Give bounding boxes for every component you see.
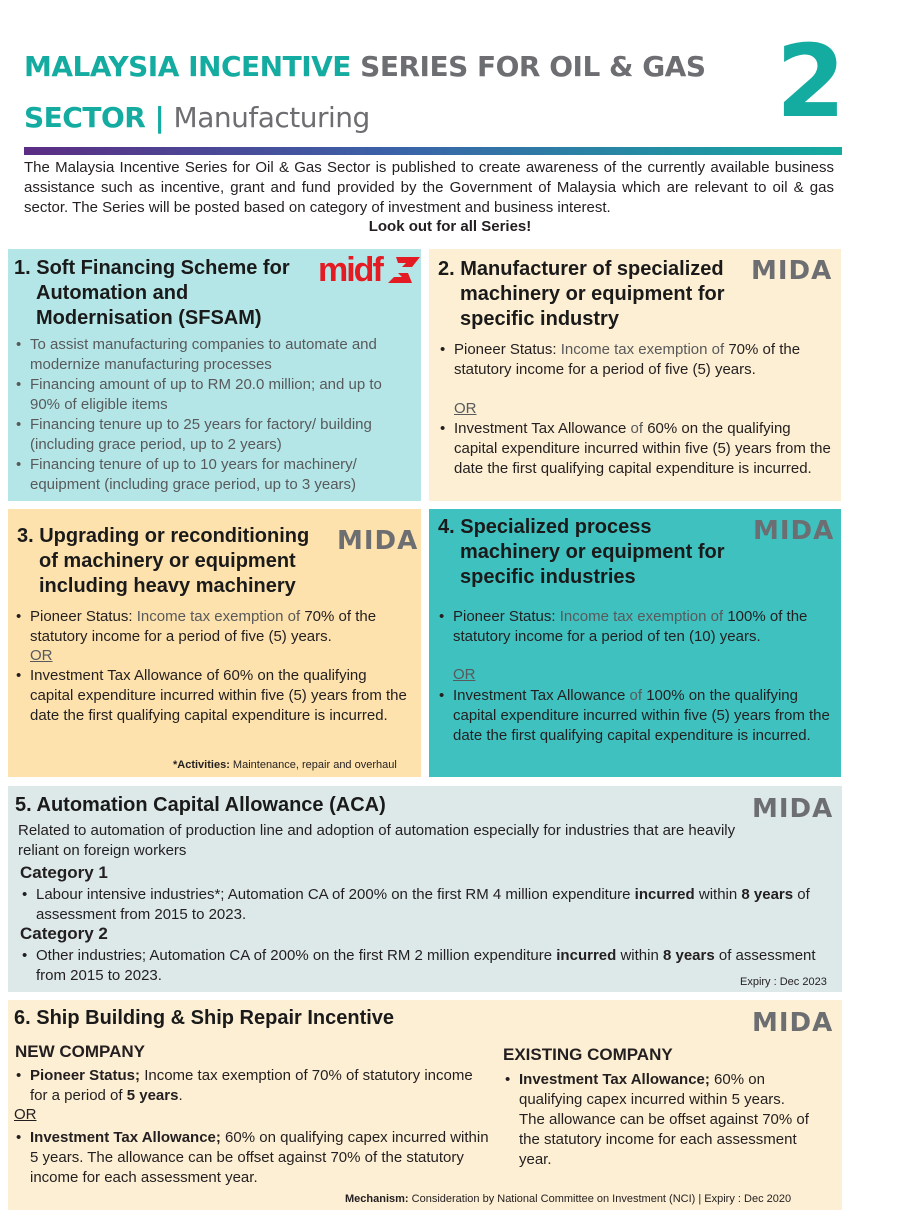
box1-bullets <box>14 335 409 495</box>
title-teal-part: MALAYSIA INCENTIVE <box>24 50 361 83</box>
midf-logo-text: midf <box>318 251 382 289</box>
text: 8 years <box>662 947 715 964</box>
box3-title-l2: of machinery or equipment <box>39 550 296 572</box>
text: of the statutory income for a period of ten (10) years. <box>453 608 808 645</box>
text: Income tax exemption of <box>559 608 728 625</box>
text: of the statutory income for a period of five (5) years. <box>454 341 801 378</box>
box2-title-l1: 2. Manufacturer of specialized <box>438 258 724 280</box>
category-1-heading: Category 1 <box>20 863 108 882</box>
mida-logo <box>337 528 421 554</box>
box1-title <box>14 256 290 331</box>
box2-bullets <box>438 340 833 380</box>
box1-title-l2: Automation and <box>36 282 189 304</box>
mida-logo <box>752 796 836 822</box>
box5-title: 5. Automation Capital Allowance (ACA) <box>15 794 386 816</box>
mida-logo <box>751 258 835 284</box>
text: 100% <box>727 608 766 625</box>
mida-logo-text: MIDA <box>753 516 835 546</box>
ita-label: Investment Tax Allowance <box>454 420 627 437</box>
box4-bullets-2 <box>437 686 832 746</box>
pioneer-label: Pioneer Status; <box>30 1067 141 1084</box>
mida-logo <box>753 518 837 544</box>
list-item <box>14 607 414 647</box>
page-title-line2 <box>24 101 370 134</box>
box3-title-l1: 3. Upgrading or reconditioning <box>17 525 310 547</box>
text: 70% of the statutory income for a period of five (5) years. <box>30 608 377 645</box>
ita-label: Investment Tax Allowance; <box>519 1071 710 1088</box>
list-item <box>437 607 832 647</box>
mida-logo-text: MIDA <box>751 256 833 286</box>
list-item <box>438 419 833 479</box>
mida-logo-text: MIDA <box>752 794 834 824</box>
category-2-bullets <box>20 946 820 986</box>
list-item <box>438 340 833 380</box>
new-company-bullets-2 <box>14 1128 492 1188</box>
ita-label: Investment Tax Allowance <box>453 687 626 704</box>
text: 60% on qualifying capex incurred within 5 years. The allowance can be offset against 70% of the statutory income for each assessment year. <box>30 1129 489 1186</box>
text: within <box>694 886 742 903</box>
pioneer-label: Pioneer Status: <box>30 608 137 625</box>
list-item <box>503 1070 813 1170</box>
existing-company-heading: EXISTING COMPANY <box>503 1045 673 1064</box>
category-1-bullets <box>20 885 820 925</box>
title-sector: SECTOR | <box>24 101 174 134</box>
box2-title <box>438 257 725 332</box>
midf-logo <box>318 251 422 289</box>
text: Income tax exemption of <box>136 608 305 625</box>
list-item: • Investment Tax Allowance of 60% on the qualifying capital expenditure incurred within five (5) years from the date the first qualifying capital expenditure is incurred. <box>14 666 414 726</box>
text: of assessment from 2015 to 2023. <box>36 947 816 984</box>
text: of assessment from 2015 to 2023. <box>36 886 810 923</box>
new-company-heading: NEW COMPANY <box>15 1042 146 1061</box>
mida-logo-text: MIDA <box>337 526 419 556</box>
list-item <box>20 885 820 925</box>
header-gradient-bar <box>24 147 842 155</box>
list-item: • Financing amount of up to RM 20.0 million; and up to 90% of eligible items <box>14 375 409 415</box>
text: of <box>626 420 648 437</box>
mechanism-label: Mechanism: <box>345 1193 412 1205</box>
text: 8 years <box>741 886 794 903</box>
intro-paragraph: The Malaysia Incentive Series for Oil & Gas Sector is published to create awareness of the currently available business assistance such as incentive, grant and fund provided by the Government of Malaysia which are relevant to oil & gas sector. The Series will be posted based on category of investment and business interest. <box>24 159 834 216</box>
box3-bullets <box>14 607 414 647</box>
existing-company-bullets <box>503 1070 813 1170</box>
box2-bullets-2 <box>438 419 833 479</box>
pioneer-label: Pioneer Status: <box>454 341 561 358</box>
text: incurred <box>634 886 695 903</box>
box4-title <box>438 515 725 590</box>
box4-or <box>437 666 476 683</box>
box4-bullets <box>437 607 832 647</box>
box6-title: 6. Ship Building & Ship Repair Incentive <box>14 1007 395 1029</box>
text: Income tax exemption of <box>560 341 729 358</box>
box3-bullets-2 <box>14 666 414 726</box>
text: of <box>625 687 647 704</box>
mechanism-text: Consideration by National Committee on Investment (NCI) | Expiry : Dec 2020 <box>411 1193 792 1205</box>
box1-title-l1: 1. Soft Financing Scheme for <box>14 257 290 279</box>
box6-mechanism <box>345 1193 791 1205</box>
text: 70% <box>728 341 759 358</box>
box2-or <box>438 400 477 417</box>
or-text: OR <box>454 400 477 417</box>
box3-or <box>14 647 53 664</box>
text: 100% on the qualifying capital expenditure incurred within five (5) years from the date the first qualifying capital expenditure is incurred. <box>453 687 830 744</box>
list-item <box>437 686 832 746</box>
list-item <box>20 946 820 986</box>
box4-title-l2: machinery or equipment for <box>460 541 725 563</box>
or-text: OR <box>14 1106 37 1123</box>
mida-logo <box>752 1010 836 1036</box>
or-text: OR <box>453 666 476 683</box>
text: Labour intensive industries*; Automation CA of 200% on the first RM 4 million expenditure <box>36 886 635 903</box>
box3-title <box>17 524 309 599</box>
box3-title-l3: including heavy machinery <box>39 575 296 597</box>
text: incurred <box>556 947 617 964</box>
note-text: Maintenance, repair and overhaul <box>232 759 397 771</box>
title-manufacturing: Manufacturing <box>173 101 370 134</box>
list-item <box>14 1128 492 1188</box>
or-text: OR <box>30 647 53 664</box>
box5-description: Related to automation of production line and adoption of automation especially for industries that are heavily reliant on foreign workers <box>18 822 736 859</box>
text: 60% on qualifying capex incurred within 5 years. The allowance can be offset against 70% of the statutory income for each assessment year. <box>519 1071 809 1168</box>
text: 60% on the qualifying capital expenditure incurred within five (5) years from the date the first qualifying capital expenditure is incurred. <box>454 420 831 477</box>
intro-callout: Look out for all Series! <box>368 218 532 235</box>
text: within <box>616 947 663 964</box>
list-item: • Financing tenure up to 25 years for factory/ building (including grace period, up to 2 years) <box>14 415 409 455</box>
text: 5 years <box>126 1087 179 1104</box>
box1-title-l3: Modernisation (SFSAM) <box>36 307 262 329</box>
note-label: *Activities: <box>173 759 233 771</box>
text: Income tax exemption of 70% of statutory income for a period of <box>30 1067 473 1104</box>
page-title-line1 <box>24 50 706 83</box>
text: Other industries; Automation CA of 200% on the first RM 2 million expenditure <box>36 947 557 964</box>
box2-title-l2: machinery or equipment for <box>460 283 725 305</box>
box3-activities-note <box>173 759 397 771</box>
mida-logo-text: MIDA <box>752 1008 834 1038</box>
box5-expiry: Expiry : Dec 2023 <box>740 976 827 988</box>
box2-title-l3: specific industry <box>460 308 619 330</box>
box4-title-l3: specific industries <box>460 566 636 588</box>
midf-mark-icon <box>388 257 420 283</box>
box4-title-l1: 4. Specialized process <box>438 516 652 538</box>
list-item: • Financing tenure of up to 10 years for machinery/ equipment (including grace period, up to 3 years) <box>14 455 409 495</box>
new-company-bullets <box>14 1066 492 1106</box>
list-item: • To assist manufacturing companies to automate and modernize manufacturing processes <box>14 335 409 375</box>
box6-or <box>14 1106 37 1123</box>
category-2-heading: Category 2 <box>20 924 108 943</box>
series-number: 2 <box>776 23 846 140</box>
text: . <box>178 1087 183 1104</box>
ita-label: Investment Tax Allowance; <box>30 1129 221 1146</box>
list-item <box>14 1066 492 1106</box>
pioneer-label: Pioneer Status: <box>453 608 560 625</box>
title-grey-part: SERIES FOR OIL & GAS <box>360 50 706 83</box>
